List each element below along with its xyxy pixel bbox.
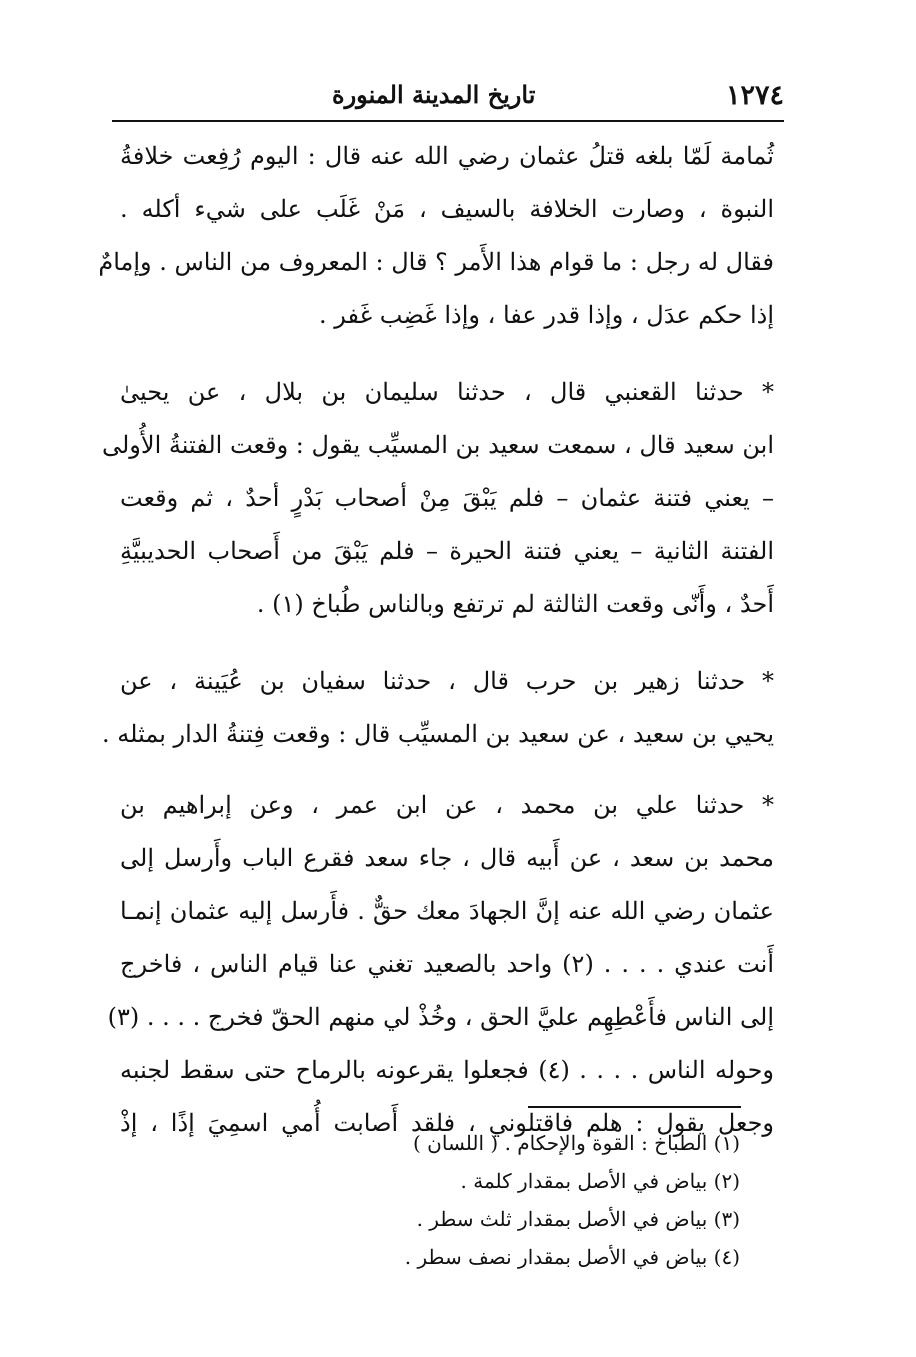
text-line: إذا حكم عدَل ، وإذا قدر عفا ، وإذا غَضِب غَفر .: [318, 301, 774, 329]
text-line: ابن سعيد قال ، سمعت سعيد بن المسيِّب يقول : وقعت الفتنةُ الأُولى: [101, 431, 774, 459]
text-line: يحيي بن سعيد ، عن سعيد بن المسيِّب قال : وقعت فِتنةُ الدار بمثله .: [102, 720, 774, 748]
header-divider: [112, 120, 784, 122]
text-line: وجعل يقول : هلم فاقتلوني ، فلقد أَصابت أُمي اسمِيَ إذًا ، إذْ: [120, 1109, 774, 1137]
text-line: أَحدٌ ، وأَنّى وقعت الثالثة لم ترتفع وبالناس طُباخ (١) .: [256, 590, 774, 618]
paragraph-gap: [120, 761, 774, 779]
footnote: (٤) بياض في الأصل بمقدار نصف سطر .: [404, 1245, 740, 1269]
footnote: (٣) بياض في الأصل بمقدار ثلث سطر .: [416, 1207, 740, 1231]
paragraph-gap: [120, 342, 774, 366]
footnotes: [380, 1124, 740, 1276]
footnote: (٢) بياض في الأصل بمقدار كلمة .: [460, 1169, 740, 1193]
page-header: [112, 78, 784, 118]
page-number: ١٢٧٤: [725, 80, 784, 111]
text-line: * حدثنا القعنبي قال ، حدثنا سليمان بن بلال ، عن يحيىٰ: [120, 378, 774, 406]
text-line: إلى الناس فأَعْطِهِم عليَّ الحق ، وخُذْ لي منهم الحقّ فخرج . . . . (٣): [107, 1003, 774, 1031]
footnote-divider: [528, 1106, 741, 1108]
text-line: عثمان رضي الله عنه إنَّ الجهادَ معك حقٌّ . فأَرسل إليه عثمان إنمـا: [120, 897, 774, 925]
text-line: أَنت عندي . . . . (٢) واحد بالصعيد تغني عنا قيام الناس ، فاخرج: [120, 950, 774, 978]
book-title: تاريخ المدينة المنورة: [332, 80, 536, 109]
text-line: ثُمامة لَمّا بلغه قتلُ عثمان رضي الله عنه قال : اليوم رُفِعت خلافةُ: [120, 142, 774, 170]
text-line: الفتنة الثانية – يعني فتنة الحيرة – فلم يَبْقَ من أَصحاب الحديبيَّةِ: [120, 537, 774, 565]
text-line: النبوة ، وصارت الخلافة بالسيف ، مَنْ غَلَب على شيء أكله .: [120, 195, 774, 223]
text-line: فقال له رجل : ما قوام هذا الأَمر ؟ قال : المعروف من الناس . وإمامٌ: [98, 248, 774, 276]
main-text: [98, 130, 774, 1150]
text-line: محمد بن سعد ، عن أَبيه قال ، جاء سعد فقرع الباب وأَرسل إلى: [120, 844, 774, 872]
text-line: * حدثنا علي بن محمد ، عن ابن عمر ، وعن إبراهيم بن: [120, 791, 774, 819]
text-line: – يعني فتنة عثمان – فلم يَبْقَ مِنْ أصحاب بَدْرٍ أحدٌ ، ثم وقعت: [120, 484, 774, 512]
paragraph-gap: [120, 631, 774, 655]
text-line: * حدثنا زهير بن حرب قال ، حدثنا سفيان بن عُيَينة ، عن: [120, 667, 774, 695]
footnote: (١) الطباخ : القوة والإحكام . ( اللسان ): [413, 1131, 740, 1155]
text-line: وحوله الناس . . . . (٤) فجعلوا يقرعونه بالرماح حتى سقط لجنبه: [120, 1056, 774, 1084]
